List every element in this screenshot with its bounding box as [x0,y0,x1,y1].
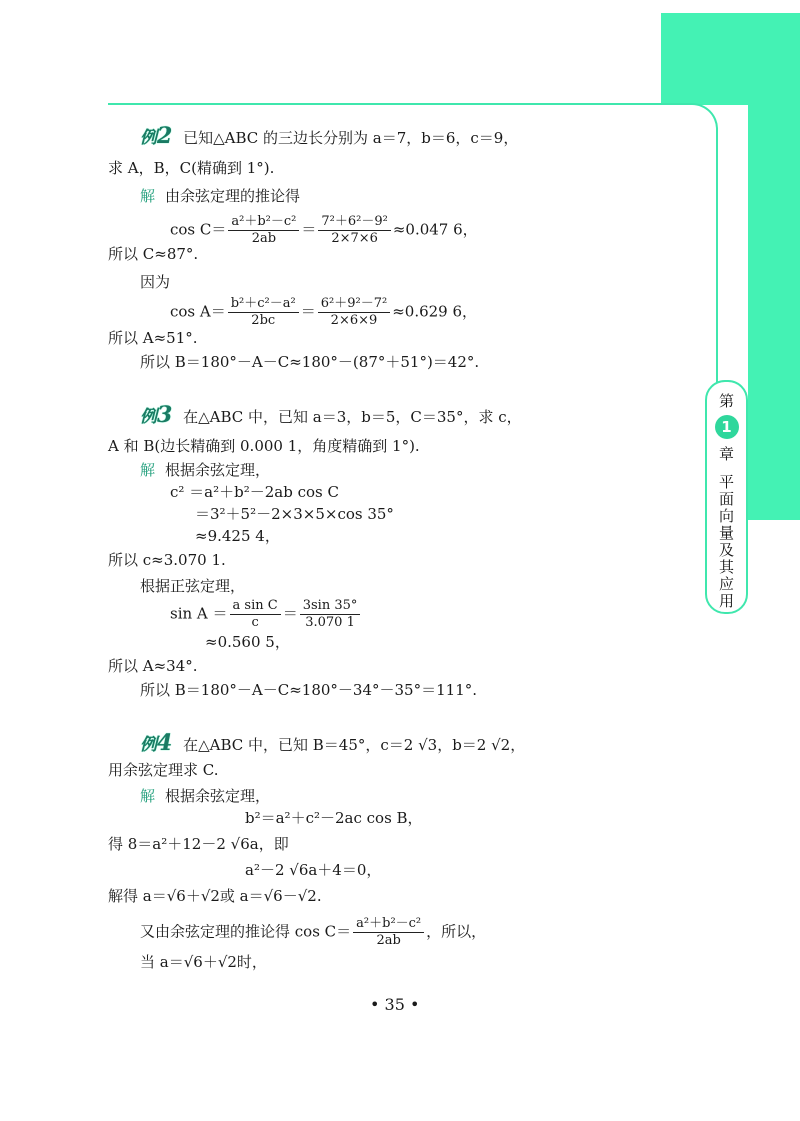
ex2-s1: 由余弦定理的推论得 [165,187,301,205]
ex3-statement-2: A 和 B(边长精确到 0.000 1，角度精确到 1°). [108,437,420,455]
ex4-s4 [140,916,486,949]
ex2-cosA-formula [170,296,477,329]
ex2-cosC-lhs: cos C＝ [170,220,227,239]
eq: ＝ [300,302,316,321]
ex4-e1: b²＝a²＋c²－2ac cos B， [245,809,423,827]
ex3-sinA-formula [170,598,362,631]
ex2-frac-2: $\frac{\text{7²＋6²－9²}}{2\times 7\times 6}$ [318,214,390,247]
ex2-solution-label: 解 [140,187,156,205]
ex4-s4-tail: ，所以， [426,922,487,941]
ex4-s5: 当 a＝√6＋√2时， [140,953,267,971]
ex3-statement-1 [140,402,522,428]
ex3-e1: c² ＝a²＋b²－2ab cos C [170,483,339,501]
ex2-frac-1: $\frac{\text{a²＋b²－c²}}{2ab}$ [228,214,299,247]
ex4-statement-2: 用余弦定理求 C. [108,761,219,779]
ex2-frac-4: $\frac{\text{6²＋9²－7²}}{2\times 6\times 9}$ [318,296,390,329]
chapter-number: 1 [715,415,739,439]
ex2-s3: 因为 [140,273,171,291]
ex4-solution-1 [140,786,270,806]
ex3-frac-1: $\frac{\text{a sin C}}{c}$ [230,598,281,631]
ex2-s5: 所以 B＝180°－A－C≈180°－(87°＋51°)＝42°. [140,353,480,371]
ex2-solution-1 [140,186,300,206]
ex2-s2: 所以 C≈87°. [108,245,199,263]
ex3-label: 例3 [140,402,173,428]
eq: ＝ [301,220,317,239]
ex4-frac: $\frac{\text{a²＋b²－c²}}{2ab}$ [353,916,424,949]
ex4-s2: 得 8＝a²＋12－2 √6a，即 [108,835,289,853]
ex4-text-1: 在△ABC 中，已知 B＝45°，c＝2 √3，b＝2 √2， [183,736,526,754]
chapter-di: 第 [718,392,734,410]
ex3-s1: 根据余弦定理， [165,461,271,479]
ex2-cosA-lhs: cos A＝ [170,302,226,321]
ex4-e2: a²－2 √6a＋4＝0， [245,861,382,879]
ex3-s3: 根据正弦定理， [140,577,246,595]
ex3-e4: ≈0.560 5， [205,633,290,651]
ex3-text-1: 在△ABC 中，已知 a＝3，b＝5，C＝35°，求 c， [183,408,522,426]
ex2-frac-3: $\frac{\text{b²＋c²－a²}}{2bc}$ [228,296,299,329]
ex2-statement-1 [140,123,519,149]
ex4-label: 例4 [140,730,173,756]
ex3-e3: ≈9.425 4， [195,527,280,545]
header-rule [108,103,661,105]
chapter-tab [705,380,748,614]
ex2-label: 例2 [140,123,173,149]
ex4-s3: 解得 a＝√6＋√2或 a＝√6－√2. [108,887,322,905]
ex4-solution-label: 解 [140,787,156,805]
ex3-solution-1 [140,460,270,480]
ex3-s5: 所以 B＝180°－A－C≈180°－34°－35°＝111°. [140,681,478,699]
ex3-solution-label: 解 [140,461,156,479]
page-number: • 35 • [370,995,420,1014]
ex2-cosA-result: ≈0.629 6， [392,302,478,321]
ex4-s4-text: 又由余弦定理的推论得 cos C＝ [140,922,352,941]
ex3-sinA-lhs: sin A ＝ [170,604,228,623]
chapter-zhang: 章 [718,445,734,463]
ex2-text-1: 已知△ABC 的三边长分别为 a＝7，b＝6，c＝9， [183,129,519,147]
header-curve [600,103,718,523]
eq: ＝ [282,604,298,623]
ex4-s1: 根据余弦定理， [165,787,271,805]
ex2-cosC-formula [170,214,478,247]
ex3-s2: 所以 c≈3.070 1. [108,551,226,569]
ex3-frac-2: $\frac{3\sin 35^\circ}{3.070 1}$ [300,598,361,631]
ex4-statement-1 [140,730,526,756]
ex3-s4: 所以 A≈34°. [108,657,198,675]
side-color-band [748,105,800,520]
ex3-e2: ＝3²＋5²－2×3×5×cos 35° [195,505,394,523]
top-color-band [661,13,800,105]
ex2-s4: 所以 A≈51°. [108,329,198,347]
ex2-statement-2: 求 A，B，C(精确到 1°). [108,159,275,177]
chapter-title: 平面向量及其应用 [717,474,735,610]
ex2-cosC-result: ≈0.047 6， [392,220,478,239]
